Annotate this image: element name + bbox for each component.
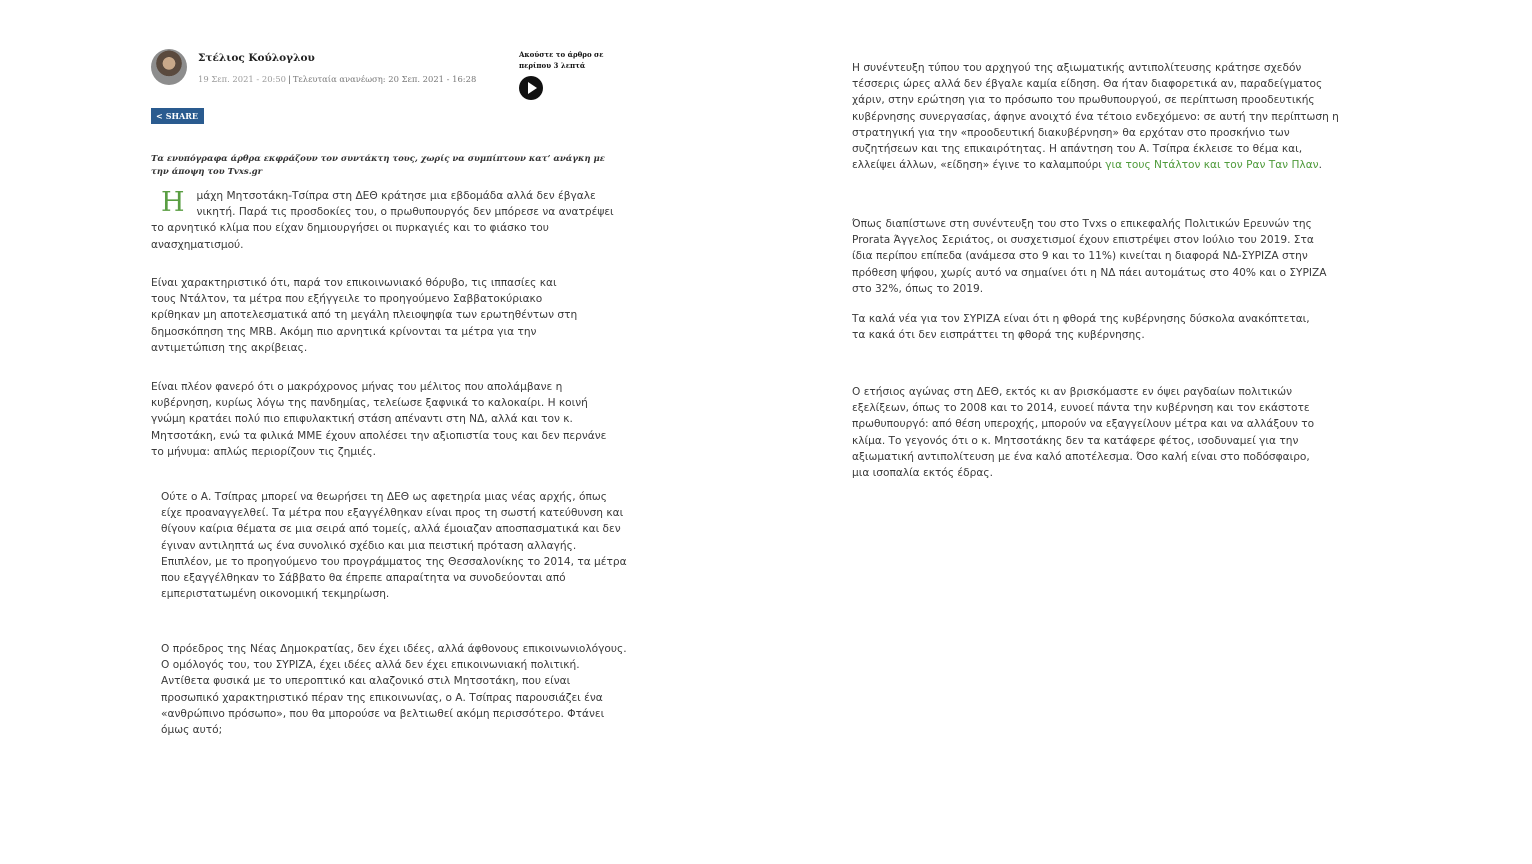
date-separator: | xyxy=(288,74,291,84)
paragraph-3: Ούτε ο Α. Τσίπρας μπορεί να θεωρήσει τη ΔΕΘ ως αφετηρία μιας νέας αρχής, όπως είχε προαναγγελθεί. Τα μέτρα που εξαγγέλθηκαν είναι προς τη σωστή κατεύθυνση και θίγουν καίρια θέματα σε μια σειρά από τομείς, αλλά έμοιαζαν αποσπασματικά και δεν έγιναν αντιληπτά ως ένα συνολικό σχέδιο και μια πειστική πρόταση αλλαγής. Επιπλέον, με το προηγούμενο του προγράμματος της Θεσσαλονίκης το 2014, τα μέτρα που εξαγγέλθηκαν το Σάββατο θα έπρεπε απαραίτητα να συνοδεύονται από εμπεριστατωμένη οικονομική τεκμηρίωση. xyxy=(161,491,627,601)
drop-cap: Η xyxy=(161,187,185,218)
article-dates xyxy=(198,71,476,87)
paragraph-8: Ο ετήσιος αγώνας στη ΔΕΘ, εκτός κι αν βρισκόμαστε εν όψει ραγδαίων πολιτικών εξελίξεων, όπως το 2008 και το 2014, ευνοεί πάντα την κυβέρνηση και τον εκάστοτε πρωθυπουργό: από θέση υπεροχής, μπορούν να εξαγγείλουν μέτρα και να αλλάξουν το κλίμα. Το γεγονός ότι ο κ. Μητσοτάκης δεν τα κατάφερε φέτος, ισοδυναμεί για την αξιωματική αντιπολίτευση με ένα καλό αποτέλεσμα. Όσο καλή είναι στο ποδόσφαιρο, μια ισοπαλία εκτός έδρας. xyxy=(852,386,1315,480)
play-icon xyxy=(528,82,537,94)
paragraph-5-end: . xyxy=(1318,159,1322,172)
listen-label: Ακούστε το άρθρο σε περίπου 3 λεπτά xyxy=(519,50,604,70)
article-left-column xyxy=(151,47,629,737)
paragraph-4: Ο πρόεδρος της Νέας Δημοκρατίας, δεν έχει ιδέες, αλλά άφθονους επικοινωνιολόγους. Ο ομόλογός του, του ΣΥΡΙΖΑ, έχει ιδέες αλλά δεν έχει επικοινωνιακή πολιτική. Αντίθετα φυσικά με το υπεροπτικό και αλαζονικό στιλ Μητσοτάκη, που είναι προσωπικό χαρακτηριστικό πέραν της επικοινωνίας, ο Α. Τσίπρας παρουσιάζει ένα «ανθρώπινο πρόσωπο», που θα μπορούσε να βελτιωθεί ακόμη περισσότερο. Φτάνει όμως αυτό; xyxy=(161,643,627,737)
paragraph-1: Είναι χαρακτηριστικό ότι, παρά τον επικοινωνιακό θόρυβο, τις ιππασίες και τους Ντάλτον, τα μέτρα που εξήγγειλε το προηγούμενο Σαββατοκύριακο κρίθηκαν μη αποτελεσματικά από τη μεγάλη πλειοψηφία των ερωτηθέντων στη δημοσκόπηση της MRB. Ακόμη πιο αρνητικά κρίνονται τα μέτρα για την αντιμετώπιση της ακρίβειας. xyxy=(151,277,578,354)
paragraph-2: Είναι πλέον φανερό ότι ο μακρόχρονος μήνας του μέλιτος που απολάμβανε η κυβέρνηση, κυρίως λόγω της πανδημίας, τελείωσε ξαφνικά το καλοκαίρι. Η κοινή γνώμη κρατάει πολύ πιο επιφυλακτική στάση απέναντι στη ΝΔ, αλλά και τον κ. Μητσοτάκη, ενώ τα φιλικά ΜΜΕ έχουν απολέσει την αξιοπιστία τους και δεν περνάνε το μήνυμα: απλώς περιορίζουν τις ζημιές. xyxy=(151,381,607,458)
paragraph-6: Όπως διαπίστωνε στη συνέντευξη του στο Tvxs ο επικεφαλής Πολιτικών Ερευνών της Prorata Άγγελος Σεριάτος, οι συσχετισμοί έχουν επιστρέψει στον Ιούλιο του 2019. Στα ίδια περίπου επίπεδα (ανάμεσα στο 9 και το 11%) κινείται η διαφορά ΝΔ-ΣΥΡΙΖΑ στην πρόθεση ψήφου, χωρίς αυτό να σημαίνει ότι η ΝΔ πάει αυτομάτως στο 40% και ο ΣΥΡΙΖΑ στο 32%, όπως το 2019. xyxy=(852,218,1327,295)
paragraph-7: Τα καλά νέα για τον ΣΥΡΙΖΑ είναι ότι η φθορά της κυβέρνησης δύσκολα ανακόπτεται, τα κακά ότι δεν εισπράττει τη φθορά της κυβέρνησης. xyxy=(852,313,1310,342)
author-header xyxy=(151,47,629,105)
play-button[interactable] xyxy=(519,76,543,100)
share-label: SHARE xyxy=(165,111,198,121)
opinion-disclaimer: Τα ενυπόγραφα άρθρα εκφράζουν τον συντάκτη τους, χωρίς να συμπίπτουν κατ’ ανάγκη με την άποψη του Tvxs.gr xyxy=(151,154,605,177)
dalton-link[interactable]: για τους Ντάλτον και τον Ραν Ταν Πλαν xyxy=(1105,159,1319,172)
paragraph-5-text: Η συνέντευξη τύπου του αρχηγού της αξιωματικής αντιπολίτευσης κράτησε σχεδόν τέσσερις ώρες αλλά δεν έβγαλε καμία είδηση. Θα ήταν διαφορετικά αν, παραδείγματος χάριν, στην ερώτηση για το πρόσωπο του πρωθυπουργού, σε περίπτωση προοδευτικής κυβέρνησης συνεργασίας, άφηνε ανοιχτό ένα τέτοιο ενδεχόμενο: σε αυτή την περίπτωση η στρατηγική για την «προοδευτική διακυβέρνηση» θα ερχόταν στο προσκήνιο των συζητήσεων και της επικαιρότητας. Η απάντηση του Α. Τσίπρα έκλεισε το θέμα και, ελλείψει άλλων, «είδηση» έγινε το καλαμπούρι xyxy=(852,62,1339,172)
audio-player xyxy=(519,49,629,100)
published-date: 19 Σεπ. 2021 - 20:50 xyxy=(198,74,287,84)
author-avatar[interactable] xyxy=(151,49,187,85)
share-button[interactable] xyxy=(151,108,204,124)
paragraph-5 xyxy=(852,60,1342,173)
updated-date: Τελευταία ανανέωση: 20 Σεπ. 2021 - 16:28 xyxy=(292,74,477,84)
lead-text: μάχη Μητσοτάκη-Τσίπρα στη ΔΕΘ κράτησε μια εβδομάδα αλλά δεν έβγαλε νικητή. Παρά τις προσδοκίες του, ο πρωθυπουργός δεν μπόρεσε να ανατρέψει το αρνητικό κλίμα που είχαν δημιουργήσει οι πυρκαγιές και το φιάσκο του ανασχηματισμού. xyxy=(151,190,614,251)
lead-paragraph xyxy=(151,188,629,253)
share-icon: < xyxy=(156,111,163,121)
author-name[interactable]: Στέλιος Κούλογλου xyxy=(198,52,315,64)
